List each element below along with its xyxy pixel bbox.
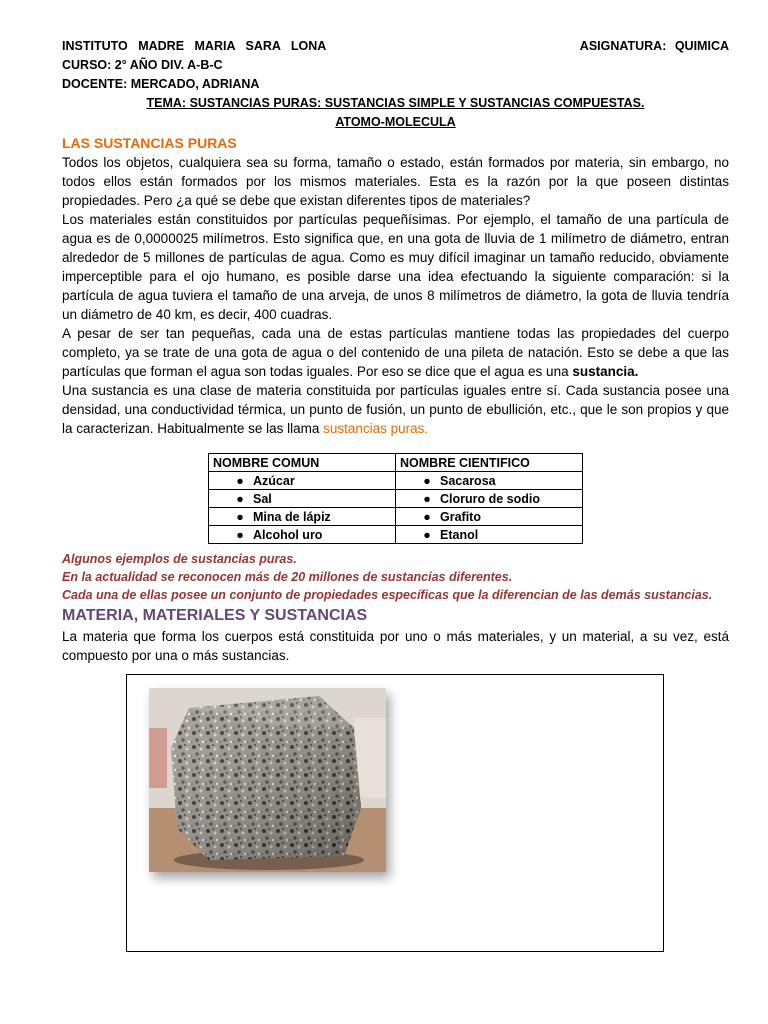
note-line: Algunos ejemplos de sustancias puras. bbox=[62, 552, 297, 566]
table-cell bbox=[396, 490, 583, 508]
document-page bbox=[62, 37, 729, 665]
table-row bbox=[209, 490, 583, 508]
table-row bbox=[209, 526, 583, 544]
table-cell bbox=[209, 490, 396, 508]
rock-illustration bbox=[149, 688, 386, 872]
bullet-icon: ● bbox=[423, 509, 431, 524]
sustancia-term: sustancia. bbox=[572, 364, 639, 379]
cell-text: Alcohol uro bbox=[253, 527, 323, 542]
cell-text: Mina de lápiz bbox=[253, 509, 331, 524]
image-frame bbox=[126, 674, 664, 952]
topic-title: TEMA: SUSTANCIAS PURAS: SUSTANCIAS SIMPLE Y SUSTANCIAS COMPUESTAS. bbox=[146, 96, 645, 110]
cell-text: Sal bbox=[253, 491, 272, 506]
bullet-icon: ● bbox=[236, 527, 244, 542]
school-name: INSTITUTO MADRE MARIA SARA LONA bbox=[62, 39, 327, 53]
table-cell bbox=[396, 508, 583, 526]
note-line: Cada una de ellas posee un conjunto de propiedades específicas que la diferencian de las demás sustancias. bbox=[62, 588, 713, 602]
bullet-icon: ● bbox=[423, 491, 431, 506]
cell-text: Grafito bbox=[440, 509, 481, 524]
subject-label: ASIGNATURA: QUIMICA bbox=[579, 39, 729, 53]
table-cell bbox=[209, 472, 396, 490]
table-cell bbox=[396, 472, 583, 490]
paragraph-4-text: Una sustancia es una clase de materia constituida por partículas iguales entre sí. Cada sustancia posee una densidad, una conductividad térmica, un punto de fusión, un punto de ebullición, etc., que le son propios y que la caracterizan. Habitualmente se las llama bbox=[62, 383, 729, 436]
cell-text: Cloruro de sodio bbox=[440, 491, 540, 506]
table-row bbox=[209, 472, 583, 490]
paragraph-1: Todos los objetos, cualquiera sea su forma, tamaño o estado, están formados por materia, sin embargo, no todos ellos están formados por los mismos materiales. Esta es la razón por la que poseen distintas propiedades. Pero ¿a qué se debe que existan diferentes tipos de materiales? bbox=[62, 155, 729, 208]
topic-subtitle: ATOMO-MOLECULA bbox=[335, 115, 456, 129]
paragraph-materia: La materia que forma los cuerpos está constituida por uno o más materiales, y un material, a su vez, está compuesto por una o más sustancias. bbox=[62, 629, 729, 663]
section-heading-materia: MATERIA, MATERIALES Y SUSTANCIAS bbox=[62, 607, 368, 624]
bullet-icon: ● bbox=[236, 473, 244, 488]
section-heading-sustancias-puras: LAS SUSTANCIAS PURAS bbox=[62, 135, 237, 151]
paragraph-2: Los materiales están constituidos por partículas pequeñísimas. Por ejemplo, el tamaño de una partícula de agua es de 0,0000025 milímetros. Esto significa que, en una gota de lluvia de 1 milímetro de diámetro, entran alrededor de 5 millones de partículas de agua. Como es muy difícil imaginar un tamaño reducido, obviamente imperceptible para el ojo humano, es posible darse una idea efectuando la siguiente comparación: si la partícula de agua tuviera el tamaño de una arveja, de unos 8 milímetros de diámetro, la gota de lluvia tendría un diámetro de 40 km, es decir, 400 cuadras. bbox=[62, 212, 729, 322]
table-row bbox=[209, 508, 583, 526]
examples-notes bbox=[62, 550, 729, 604]
bullet-icon: ● bbox=[236, 491, 244, 506]
column-header-common-name: NOMBRE COMUN bbox=[209, 454, 396, 472]
cell-text: Etanol bbox=[440, 527, 479, 542]
note-line: En la actualidad se reconocen más de 20 millones de sustancias diferentes. bbox=[62, 570, 513, 584]
column-header-scientific-name: NOMBRE CIENTIFICO bbox=[396, 454, 583, 472]
table-cell bbox=[396, 526, 583, 544]
bullet-icon: ● bbox=[423, 527, 431, 542]
table-cell bbox=[209, 526, 396, 544]
cell-text: Sacarosa bbox=[440, 473, 496, 488]
course-label: CURSO: 2° AÑO DIV. A-B-C bbox=[62, 58, 223, 72]
document-header bbox=[62, 37, 729, 94]
teacher-label: DOCENTE: MERCADO, ADRIANA bbox=[62, 77, 260, 91]
sustancias-puras-term: sustancias puras. bbox=[323, 421, 429, 436]
table-cell bbox=[209, 508, 396, 526]
granite-rock-photo bbox=[149, 688, 386, 872]
bullet-icon: ● bbox=[236, 509, 244, 524]
paragraph-3 bbox=[62, 324, 729, 381]
cell-text: Azúcar bbox=[253, 473, 295, 488]
paragraph-3-text: A pesar de ser tan pequeñas, cada una de estas partículas mantiene todas las propiedades del cuerpo completo, ya se trate de una gota de agua o del contenido de una pileta de natación. Esto se debe a que las partículas que forman el agua son todas iguales. Por eso se dice que el agua es una bbox=[62, 326, 729, 379]
bullet-icon: ● bbox=[423, 473, 431, 488]
paragraph-4 bbox=[62, 381, 729, 438]
substances-table bbox=[208, 453, 583, 544]
table-header-row bbox=[209, 454, 583, 472]
